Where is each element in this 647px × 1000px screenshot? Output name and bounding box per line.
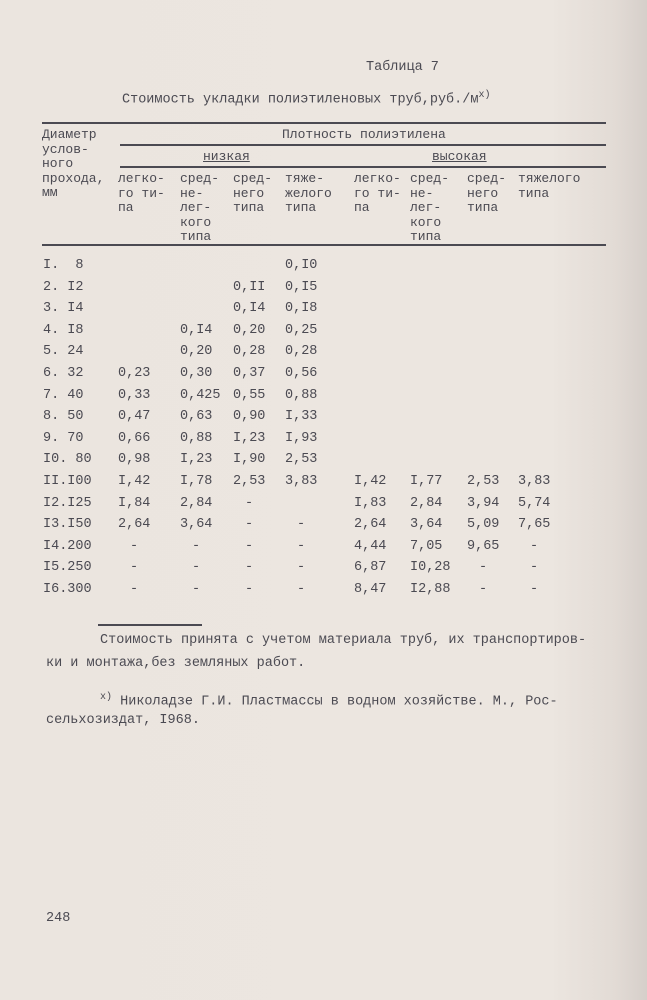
row-diameter: 5. 24 [43, 344, 84, 360]
row-cell: I,42 [118, 474, 151, 489]
row-diameter: 9. 70 [43, 430, 84, 446]
row-cell: I,23 [180, 452, 213, 468]
row-cell: 0,66 [118, 430, 151, 446]
row-cell: 2,84 [180, 495, 213, 511]
row-cell: 0,88 [180, 430, 213, 446]
row-cell: - [297, 560, 306, 576]
row-cell: I,90 [233, 452, 266, 468]
table-label: Таблица 7 [366, 60, 439, 75]
footnote-mark: x) [100, 692, 113, 703]
row-diameter: I4.200 [43, 538, 92, 554]
row-cell: - [245, 495, 254, 511]
footnote-line-2: сельхозиздат, I968. [46, 713, 200, 728]
row-cell: I2,88 [410, 582, 451, 597]
row-cell: 5,09 [467, 517, 500, 533]
row-cell: - [245, 582, 254, 597]
row-cell: - [130, 560, 139, 576]
row-diameter: 6. 32 [43, 366, 84, 381]
header-type-col-1: легко- го ти- па [118, 171, 165, 215]
row-cell: 0,88 [285, 387, 318, 403]
row-cell: 2,53 [467, 474, 500, 489]
header-rule-type [120, 166, 606, 168]
row-cell: 3,64 [180, 517, 213, 533]
row-diameter: 8. 50 [43, 409, 84, 425]
row-cell: - [245, 538, 254, 554]
row-diameter: II.I00 [43, 474, 92, 489]
header-type-col-5: легко- го ти- па [354, 171, 401, 215]
row-cell: 0,25 [285, 322, 318, 338]
row-cell: I,77 [410, 474, 443, 489]
row-cell: 3,83 [285, 474, 318, 489]
row-cell: 2,64 [354, 517, 387, 533]
row-cell: - [530, 582, 539, 597]
row-cell: 0,II [233, 279, 266, 295]
row-cell: 0,56 [285, 366, 318, 381]
row-diameter: I2.I25 [43, 495, 92, 511]
row-cell: 3,94 [467, 495, 500, 511]
row-cell: 0,20 [180, 344, 213, 360]
header-type-col-2: сред- не- лег- кого типа [180, 171, 220, 244]
row-cell: - [479, 582, 488, 597]
row-cell: 0,37 [233, 366, 266, 381]
row-cell: 0,30 [180, 366, 213, 381]
header-density: Плотность полиэтилена [282, 127, 446, 142]
row-cell: - [192, 560, 201, 576]
row-cell: 0,63 [180, 409, 213, 425]
header-high: высокая [432, 149, 487, 164]
row-cell: - [297, 582, 306, 597]
row-cell: 0,20 [233, 322, 266, 338]
row-cell: 0,90 [233, 409, 266, 425]
row-cell: 0,55 [233, 387, 266, 403]
table-title-text: Стоимость укладки полиэтиленовых труб,руб./м [122, 92, 479, 108]
footnote-text: Николадзе Г.И. Пластмассы в водном хозяйстве. М., Рос- [120, 694, 558, 710]
row-cell: 2,53 [233, 474, 266, 489]
row-cell: 2,84 [410, 495, 443, 511]
table-header-bottom-rule [42, 244, 606, 246]
row-cell: I,33 [285, 409, 318, 425]
page-number: 248 [46, 911, 71, 926]
row-cell: I,42 [354, 474, 387, 489]
footnote-line-1 [100, 690, 558, 710]
row-cell: 3,64 [410, 517, 443, 533]
row-cell: 0,I4 [233, 301, 266, 317]
row-cell: I,78 [180, 474, 213, 489]
header-low: низкая [203, 149, 250, 164]
row-cell: - [530, 538, 539, 554]
row-cell: 6,87 [354, 560, 387, 576]
footnote-separator [98, 624, 202, 626]
row-cell: 5,74 [518, 495, 551, 511]
row-cell: - [192, 582, 201, 597]
row-cell: - [530, 560, 539, 576]
row-cell: I,84 [118, 495, 151, 511]
row-diameter: I3.I50 [43, 517, 92, 533]
row-cell: - [479, 560, 488, 576]
row-cell: 0,28 [233, 344, 266, 360]
table-title [122, 88, 490, 108]
row-cell: - [245, 517, 254, 533]
row-diameter: 4. I8 [43, 322, 84, 338]
row-cell: I,93 [285, 430, 318, 446]
row-cell: 0,47 [118, 409, 151, 425]
row-cell: - [297, 517, 306, 533]
row-cell: 2,64 [118, 517, 151, 533]
row-cell: 0,425 [180, 387, 221, 403]
row-cell: 4,44 [354, 538, 387, 554]
row-cell: 8,47 [354, 582, 387, 597]
row-cell: - [297, 538, 306, 554]
row-cell: - [130, 582, 139, 597]
title-footnote-mark: x) [478, 90, 491, 101]
row-cell: 0,I8 [285, 301, 318, 317]
note-line-2: ки и монтажа,без земляных работ. [46, 656, 306, 671]
row-diameter: I0. 80 [43, 452, 92, 468]
row-diameter: 3. I4 [43, 301, 84, 317]
row-cell: - [130, 538, 139, 554]
row-cell: - [245, 560, 254, 576]
note-line-1: Стоимость принята с учетом материала труб, их транспортиров- [100, 633, 587, 648]
header-type-col-6: сред- не- лег- кого типа [410, 171, 450, 244]
row-cell: 0,I4 [180, 322, 213, 338]
row-diameter: 2. I2 [43, 279, 84, 295]
row-cell: 9,65 [467, 538, 500, 554]
row-cell: 0,I0 [285, 258, 318, 273]
row-cell: 0,23 [118, 366, 151, 381]
row-cell: 2,53 [285, 452, 318, 468]
row-diameter: 7. 40 [43, 387, 84, 403]
row-cell: 7,05 [410, 538, 443, 554]
row-diameter: I5.250 [43, 560, 92, 576]
header-diameter: Диаметр услов- ного прохода, мм [42, 127, 105, 200]
row-cell: 0,28 [285, 344, 318, 360]
row-cell: 0,33 [118, 387, 151, 403]
row-diameter: I6.300 [43, 582, 92, 597]
header-type-col-4: тяже- желого типа [285, 171, 332, 215]
row-cell: - [192, 538, 201, 554]
header-rule-density [120, 144, 606, 146]
row-cell: 0,98 [118, 452, 151, 468]
table-top-rule [42, 122, 606, 124]
row-cell: 3,83 [518, 474, 551, 489]
row-cell: I,23 [233, 430, 266, 446]
row-cell: I,83 [354, 495, 387, 511]
row-cell: I0,28 [410, 560, 451, 576]
header-type-col-3: сред- него типа [233, 171, 273, 215]
row-cell: 7,65 [518, 517, 551, 533]
header-type-col-8: тяжелого типа [518, 171, 581, 201]
header-type-col-7: сред- него типа [467, 171, 507, 215]
row-diameter: I. 8 [43, 258, 84, 273]
row-cell: 0,I5 [285, 279, 318, 295]
